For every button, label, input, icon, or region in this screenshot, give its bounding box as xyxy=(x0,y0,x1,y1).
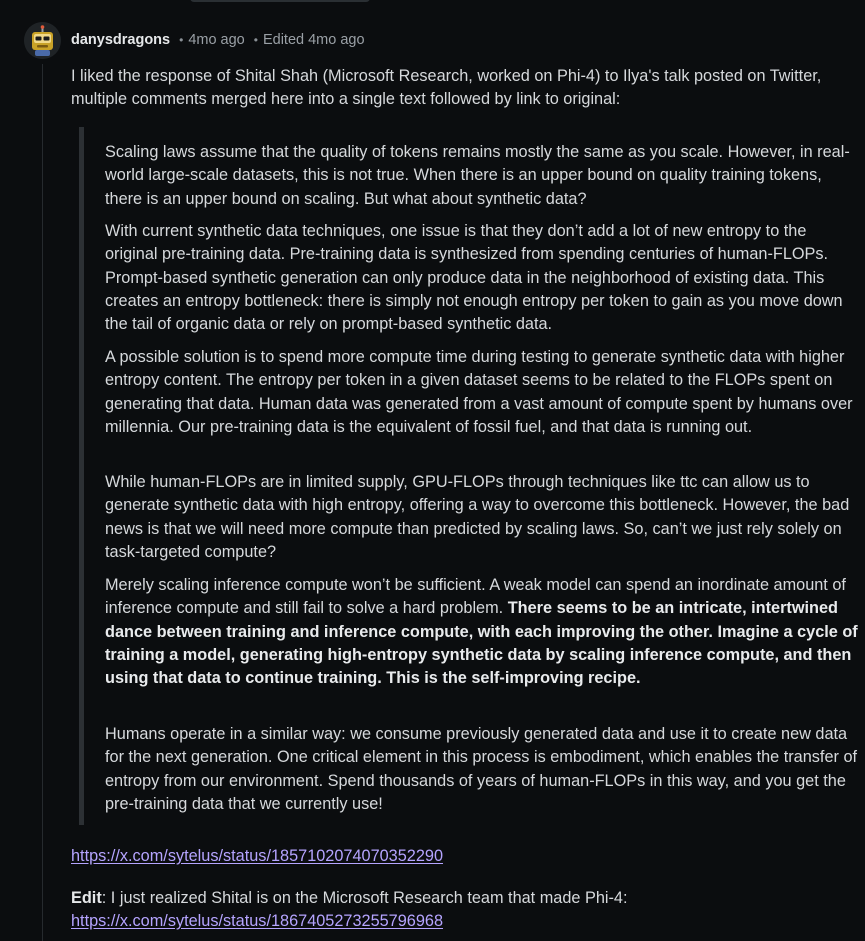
robot-avatar-icon xyxy=(24,22,61,59)
comment-header xyxy=(24,21,365,59)
edit-label: Edit xyxy=(71,889,102,907)
quote-paragraph-6: Humans operate in a similar way: we consume previously generated data and use it to create new data for the next generation. One critical element in this process is embodiment, which enables the transfer of entropy from our environment. Spend thousands of years of human-FLOPs in this way, and you get the pre-training data that we currently use! xyxy=(105,725,858,813)
top-edge-control xyxy=(190,0,370,2)
posted-time[interactable]: 4mo ago xyxy=(188,32,245,48)
quote-paragraph-4: While human-FLOPs are in limited supply, GPU-FLOPs through techniques like ttc can allow us to generate synthetic data with high entropy, offering a way to overcome this bottleneck. However, the bad news is that we will need more compute than predicted by scaling laws. So, can’t we just rely solely on task-targeted compute? xyxy=(105,473,850,561)
source-link-2[interactable]: https://x.com/sytelus/status/1867405273255796968 xyxy=(71,912,444,930)
quote-paragraph-1: Scaling laws assume that the quality of tokens remains mostly the same as you scale. However, in real-world large-scale datasets, this is not true. When there is an upper bound on quality training tokens, there is an upper bound on scaling. But what about synthetic data? xyxy=(105,143,850,208)
meta-separator: • xyxy=(253,33,258,47)
quote-paragraph-5-text: Merely scaling inference compute won’t be sufficient. A weak model can spend an inordinate amount of inference compute and still fail to solve a hard problem. xyxy=(105,576,846,618)
comment-meta xyxy=(170,32,364,48)
quote-paragraph-5-bold: There seems to be an intricate, intertwined dance between training and inference compute, with each improving the other. Imagine a cycle of training a model, generating high-entropy synthetic data by scaling inference compute, and then using that data to continue training. This is the self-improving recipe. xyxy=(105,599,858,688)
thread-line[interactable] xyxy=(42,64,43,941)
username-link[interactable]: danysdragons xyxy=(71,32,171,48)
quote-paragraph-5 xyxy=(105,574,860,690)
source-link-1[interactable]: https://x.com/sytelus/status/1857102074070352290 xyxy=(71,847,444,865)
user-avatar[interactable] xyxy=(24,22,61,59)
blockquote-bar xyxy=(79,127,84,825)
edit-note-text: : I just realized Shital is on the Microsoft Research team that made Phi-4: xyxy=(101,889,628,907)
blockquote xyxy=(79,127,865,825)
quote-paragraph-2: With current synthetic data techniques, one issue is that they don’t add a lot of new entropy to the original pre-training data. Pre-training data is synthesized from spending centuries of human-FLOPs. Prompt-based synthetic generation can only produce data in the neighborhood of existing data. This creates an entropy bottleneck: there is simply not enough entropy per token to gain as you move down the tail of organic data or rely on prompt-based synthetic data. xyxy=(105,222,843,334)
edited-time: Edited 4mo ago xyxy=(262,32,365,48)
edit-note xyxy=(71,887,861,910)
quote-paragraph-3: A possible solution is to spend more compute time during testing to generate synthetic data with higher entropy content. The entropy per token in a given dataset seems to be related to the FLOPs spent on generating that data. Human data was generated from a vast amount of compute spent by humans over millennia. Our pre-training data is the equivalent of fossil fuel, and that data is running out. xyxy=(105,348,853,436)
comment-intro-text: I liked the response of Shital Shah (Microsoft Research, worked on Phi-4) to Ilya's talk posted on Twitter, multiple comments merged here into a single text followed by link to original: xyxy=(71,67,822,109)
meta-separator: • xyxy=(179,33,184,47)
